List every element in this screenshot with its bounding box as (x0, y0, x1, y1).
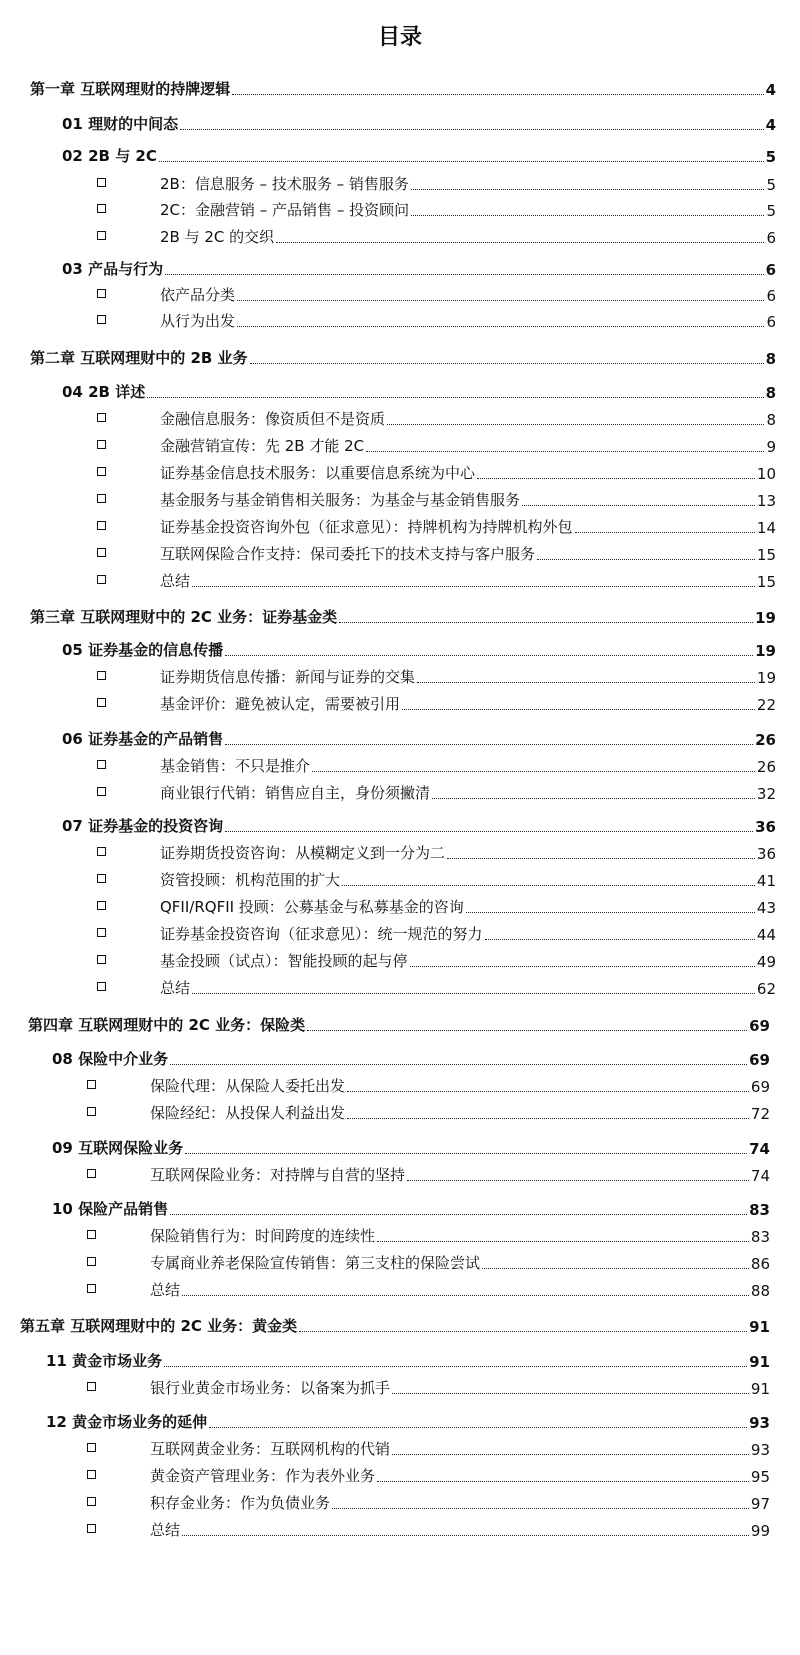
toc-page-number: 26 (756, 758, 776, 776)
toc-item[interactable] (150, 1165, 770, 1185)
dot-leader (411, 189, 765, 190)
toc-item[interactable] (160, 490, 776, 510)
toc-label: 10 保险产品销售 (52, 1200, 169, 1218)
toc-chapter[interactable] (28, 1015, 770, 1035)
toc-page-number: 74 (750, 1167, 770, 1185)
bullet-checkbox-icon (87, 1107, 96, 1116)
toc-item[interactable] (150, 1226, 770, 1246)
toc-item[interactable] (150, 1253, 770, 1273)
toc-page-number: 15 (756, 546, 776, 564)
toc-section[interactable] (52, 1199, 770, 1219)
dot-leader (147, 397, 763, 398)
dot-leader (225, 655, 753, 656)
toc-label: 11 黄金市场业务 (46, 1352, 163, 1370)
toc-item[interactable] (160, 463, 776, 483)
toc-chapter[interactable] (30, 607, 776, 627)
dot-leader (164, 1366, 747, 1367)
bullet-checkbox-icon (87, 1470, 96, 1479)
bullet-checkbox-icon (97, 698, 106, 707)
dot-leader (182, 1535, 749, 1536)
toc-page-number: 97 (750, 1495, 770, 1513)
dot-leader (170, 1064, 747, 1065)
toc-label: 互联网保险合作支持：保司委托下的技术支持与客户服务 (160, 545, 536, 563)
dot-leader (347, 1091, 749, 1092)
toc-section[interactable] (46, 1412, 770, 1432)
toc-page-number: 14 (756, 519, 776, 537)
toc-page-number: 5 (766, 202, 776, 220)
bullet-checkbox-icon (97, 413, 106, 422)
toc-label: 总结 (160, 572, 191, 590)
toc-page-number: 93 (749, 1414, 770, 1432)
dot-leader (407, 1180, 749, 1181)
toc-page-number: 22 (756, 696, 776, 714)
bullet-checkbox-icon (97, 231, 106, 240)
bullet-checkbox-icon (87, 1497, 96, 1506)
dot-leader (225, 744, 753, 745)
toc-page-number: 15 (756, 573, 776, 591)
toc-page-number: 69 (750, 1078, 770, 1096)
toc-page-number: 19 (756, 669, 776, 687)
dot-leader (522, 505, 755, 506)
toc-page-number: 36 (756, 845, 776, 863)
toc-section[interactable] (46, 1351, 770, 1371)
dot-leader (410, 966, 755, 967)
toc-item[interactable] (160, 409, 776, 429)
toc-label: 保险经纪：从投保人利益出发 (150, 1104, 346, 1122)
dot-leader (159, 161, 764, 162)
toc-page-number: 19 (755, 609, 776, 627)
dot-leader (339, 622, 753, 623)
dot-leader (170, 1214, 747, 1215)
toc-page-number: 5 (766, 176, 776, 194)
toc-label: 互联网黄金业务：互联网机构的代销 (150, 1440, 391, 1458)
toc-item[interactable] (160, 870, 776, 890)
toc-label: 2C：金融营销 – 产品销售 – 投资顾问 (160, 201, 410, 219)
toc-page-number: 95 (750, 1468, 770, 1486)
dot-leader (377, 1481, 749, 1482)
toc-label: 基金投顾（试点）：智能投顾的起与停 (160, 952, 408, 970)
toc-item[interactable] (160, 694, 776, 714)
dot-leader (165, 274, 763, 275)
bullet-checkbox-icon (97, 901, 106, 910)
toc-item[interactable] (160, 311, 776, 331)
dot-leader (482, 1268, 749, 1269)
dot-leader (232, 94, 763, 95)
bullet-checkbox-icon (97, 760, 106, 769)
toc-item[interactable] (150, 1466, 770, 1486)
toc-label: QFII/RQFII 投顾：公募基金与私募基金的咨询 (160, 898, 464, 916)
toc-item[interactable] (150, 1520, 770, 1540)
toc-label: 第二章 互联网理财中的 2B 业务 (30, 349, 248, 367)
toc-page-number: 8 (766, 411, 776, 429)
toc-page-number: 19 (755, 642, 776, 660)
toc-item[interactable] (160, 544, 776, 564)
bullet-checkbox-icon (97, 955, 106, 964)
toc-label: 2B 与 2C 的交织 (160, 228, 275, 246)
toc-label: 证券基金投资咨询（征求意见）：统一规范的努力 (160, 925, 483, 943)
bullet-checkbox-icon (97, 847, 106, 856)
dot-leader (332, 1508, 749, 1509)
toc-page-number: 13 (756, 492, 776, 510)
bullet-checkbox-icon (97, 440, 106, 449)
toc-page-number: 10 (756, 465, 776, 483)
toc-label: 第三章 互联网理财中的 2C 业务：证券基金类 (30, 608, 338, 626)
toc-page-number: 49 (756, 953, 776, 971)
toc-section[interactable] (62, 382, 776, 402)
toc-section[interactable] (62, 729, 776, 749)
toc-label: 05 证券基金的信息传播 (62, 641, 224, 659)
toc-section[interactable] (52, 1049, 770, 1069)
toc-page-number: 91 (749, 1318, 770, 1336)
toc-label: 08 保险中介业务 (52, 1050, 169, 1068)
dot-leader (392, 1393, 749, 1394)
dot-leader (237, 326, 764, 327)
dot-leader (411, 215, 764, 216)
toc-item[interactable] (160, 978, 776, 998)
toc-label: 互联网保险业务：对持牌与自营的坚持 (150, 1166, 406, 1184)
toc-label: 金融营销宣传：先 2B 才能 2C (160, 437, 365, 455)
dot-leader (250, 363, 764, 364)
dot-leader (182, 1295, 749, 1296)
toc-page-number: 44 (756, 926, 776, 944)
toc-label: 第四章 互联网理财中的 2C 业务：保险类 (28, 1016, 306, 1034)
toc-page-number: 6 (766, 287, 776, 305)
toc-section[interactable] (62, 259, 776, 279)
toc-page-number: 9 (766, 438, 776, 456)
bullet-checkbox-icon (97, 928, 106, 937)
dot-leader (180, 129, 763, 130)
toc-label: 证券期货投资咨询：从模糊定义到一分为二 (160, 844, 446, 862)
toc-page-number: 5 (765, 148, 776, 166)
toc-label: 2B：信息服务 – 技术服务 – 销售服务 (160, 175, 409, 193)
toc-label: 保险代理：从保险人委托出发 (150, 1077, 346, 1095)
toc-item[interactable] (150, 1280, 770, 1300)
toc-label: 金融信息服务：像资质但不是资质 (160, 410, 386, 428)
toc-label: 04 2B 详述 (62, 383, 146, 401)
toc-item[interactable] (160, 843, 776, 863)
toc-item[interactable] (150, 1493, 770, 1513)
dot-leader (185, 1153, 747, 1154)
dot-leader (312, 771, 755, 772)
bullet-checkbox-icon (97, 671, 106, 680)
dot-leader (575, 532, 755, 533)
toc-label: 第五章 互联网理财中的 2C 业务：黄金类 (20, 1317, 298, 1335)
toc-page-number: 93 (750, 1441, 770, 1459)
dot-leader (537, 559, 755, 560)
bullet-checkbox-icon (97, 874, 106, 883)
dot-leader (209, 1427, 747, 1428)
toc-item[interactable] (160, 227, 776, 247)
toc-section[interactable] (62, 816, 776, 836)
dot-leader (307, 1030, 747, 1031)
toc-page-number: 26 (755, 731, 776, 749)
toc-page-number: 6 (766, 229, 776, 247)
toc-label: 基金销售：不只是推介 (160, 757, 311, 775)
toc-label: 02 2B 与 2C (62, 147, 157, 165)
toc-page-number: 83 (749, 1201, 770, 1219)
bullet-checkbox-icon (97, 204, 106, 213)
dot-leader (342, 885, 755, 886)
toc-label: 证券基金信息技术服务：以重要信息系统为中心 (160, 464, 476, 482)
dot-leader (299, 1331, 747, 1332)
toc-label: 商业银行代销：销售应自主，身份须撇清 (160, 784, 431, 802)
toc-page-number: 99 (750, 1522, 770, 1540)
toc-section[interactable] (62, 114, 776, 134)
toc-page-number: 36 (755, 818, 776, 836)
toc-chapter[interactable] (30, 79, 776, 99)
toc-label: 依产品分类 (160, 286, 236, 304)
toc-page-number: 6 (765, 261, 776, 279)
bullet-checkbox-icon (87, 1382, 96, 1391)
toc-page-number: 74 (749, 1140, 770, 1158)
toc-label: 01 理财的中间态 (62, 115, 179, 133)
toc-label: 资管投顾：机构范围的扩大 (160, 871, 341, 889)
dot-leader (432, 798, 755, 799)
toc-section[interactable] (62, 146, 776, 166)
toc-label: 专属商业养老保险宣传销售：第三支柱的保险尝试 (150, 1254, 481, 1272)
toc-chapter[interactable] (20, 1316, 770, 1336)
bullet-checkbox-icon (97, 467, 106, 476)
toc-page-number: 86 (750, 1255, 770, 1273)
toc-item[interactable] (160, 200, 776, 220)
dot-leader (447, 858, 755, 859)
toc-item[interactable] (160, 571, 776, 591)
toc-label: 总结 (160, 979, 191, 997)
dot-leader (192, 993, 755, 994)
bullet-checkbox-icon (97, 315, 106, 324)
toc-page-number: 83 (750, 1228, 770, 1246)
toc-page-number: 91 (749, 1353, 770, 1371)
toc-page-number: 41 (756, 872, 776, 890)
toc-section[interactable] (62, 640, 776, 660)
toc-label: 09 互联网保险业务 (52, 1139, 184, 1157)
toc-page-number: 91 (750, 1380, 770, 1398)
toc-page-number: 4 (765, 116, 776, 134)
dot-leader (225, 831, 753, 832)
dot-leader (402, 709, 755, 710)
toc-label: 积存金业务：作为负债业务 (150, 1494, 331, 1512)
toc-label: 06 证券基金的产品销售 (62, 730, 224, 748)
toc-label: 从行为出发 (160, 312, 236, 330)
toc-label: 证券基金投资咨询外包（征求意见）：持牌机构为持牌机构外包 (160, 518, 573, 536)
toc-page-number: 8 (765, 350, 776, 368)
dot-leader (192, 586, 755, 587)
toc-label: 12 黄金市场业务的延伸 (46, 1413, 208, 1431)
bullet-checkbox-icon (97, 178, 106, 187)
dot-leader (466, 912, 755, 913)
toc-item[interactable] (150, 1103, 770, 1123)
dot-leader (392, 1454, 749, 1455)
toc-label: 03 产品与行为 (62, 260, 164, 278)
toc-page-number: 8 (765, 384, 776, 402)
toc-label: 总结 (150, 1521, 181, 1539)
dot-leader (237, 300, 764, 301)
dot-leader (417, 682, 755, 683)
bullet-checkbox-icon (97, 548, 106, 557)
toc-page-number: 62 (756, 980, 776, 998)
dot-leader (377, 1241, 749, 1242)
toc-label: 银行业黄金市场业务：以备案为抓手 (150, 1379, 391, 1397)
toc-chapter[interactable] (30, 348, 776, 368)
page-title: 目录 (377, 25, 422, 50)
toc-page-number: 72 (750, 1105, 770, 1123)
toc-item[interactable] (160, 756, 776, 776)
toc-item[interactable] (150, 1076, 770, 1096)
toc-item[interactable] (160, 436, 776, 456)
toc-item[interactable] (150, 1439, 770, 1459)
toc-page-number: 6 (766, 313, 776, 331)
toc-page-number: 43 (756, 899, 776, 917)
bullet-checkbox-icon (87, 1443, 96, 1452)
toc-page-number: 88 (750, 1282, 770, 1300)
bullet-checkbox-icon (97, 982, 106, 991)
toc-item[interactable] (160, 924, 776, 944)
toc-item[interactable] (160, 285, 776, 305)
dot-leader (485, 939, 755, 940)
toc-page-number: 4 (765, 81, 776, 99)
dot-leader (387, 424, 764, 425)
bullet-checkbox-icon (97, 494, 106, 503)
toc-page-number: 69 (749, 1017, 770, 1035)
bullet-checkbox-icon (87, 1257, 96, 1266)
dot-leader (366, 451, 764, 452)
bullet-checkbox-icon (97, 289, 106, 298)
dot-leader (477, 478, 755, 479)
toc-label: 黄金资产管理业务：作为表外业务 (150, 1467, 376, 1485)
toc-label: 第一章 互联网理财的持牌逻辑 (30, 80, 231, 98)
dot-leader (347, 1118, 749, 1119)
toc-section[interactable] (52, 1138, 770, 1158)
bullet-checkbox-icon (87, 1230, 96, 1239)
toc-item[interactable] (160, 174, 776, 194)
toc-item[interactable] (160, 517, 776, 537)
bullet-checkbox-icon (87, 1169, 96, 1178)
toc-item[interactable] (160, 667, 776, 687)
bullet-checkbox-icon (97, 787, 106, 796)
toc-label: 基金评价：避免被认定，需要被引用 (160, 695, 401, 713)
toc-label: 总结 (150, 1281, 181, 1299)
toc-label: 基金服务与基金销售相关服务：为基金与基金销售服务 (160, 491, 521, 509)
toc-page-number: 32 (756, 785, 776, 803)
bullet-checkbox-icon (87, 1524, 96, 1533)
dot-leader (276, 242, 764, 243)
toc-item[interactable] (160, 783, 776, 803)
toc-page-number: 69 (749, 1051, 770, 1069)
toc-label: 07 证券基金的投资咨询 (62, 817, 224, 835)
toc-item[interactable] (160, 897, 776, 917)
bullet-checkbox-icon (97, 521, 106, 530)
toc-item[interactable] (150, 1378, 770, 1398)
bullet-checkbox-icon (87, 1080, 96, 1089)
toc-label: 证券期货信息传播：新闻与证券的交集 (160, 668, 416, 686)
bullet-checkbox-icon (97, 575, 106, 584)
bullet-checkbox-icon (87, 1284, 96, 1293)
toc-label: 保险销售行为：时间跨度的连续性 (150, 1227, 376, 1245)
toc-item[interactable] (160, 951, 776, 971)
